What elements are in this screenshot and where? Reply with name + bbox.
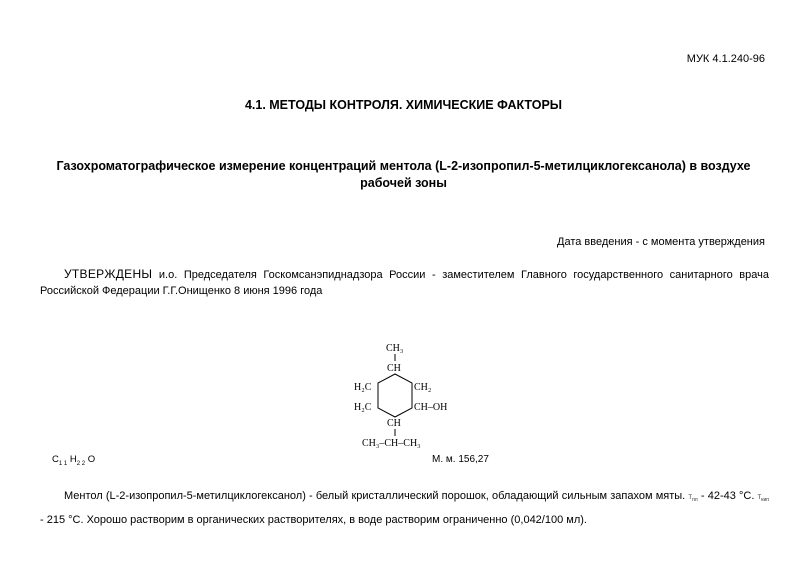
main-title: Газохроматографическое измерение концентраций ментола (L-2-изопропил-5-метилциклогексанола) в воздухе рабочей зоны — [56, 159, 751, 190]
approval-lead: УТВЕРЖДЕНЫ — [64, 267, 153, 281]
structure-left-upper: H₂C — [354, 382, 372, 393]
section-title: 4.1. МЕТОДЫ КОНТРОЛЯ. ХИМИЧЕСКИЕ ФАКТОРЫ — [244, 98, 563, 112]
structure-top-ch3: CH₃ — [386, 343, 404, 354]
approval-text: и.о. Председателя Госкомсанэпиднадзора России - заместителем Главного государственного санитарного врача Российской Федерации Г.Г.Онищенко 8 июня 1996 года — [40, 269, 769, 297]
melting-point-symbol: $Т_{пл}$ — [688, 495, 698, 504]
molar-mass: М. м. 156,27 — [432, 454, 489, 465]
description-part3: - 215 °С. Хорошо растворим в органических растворителях, в воде растворим ограниченно (0,042/100 мл). — [40, 514, 587, 527]
introduction-date: Дата введения - с момента утверждения — [557, 236, 765, 248]
boiling-point-symbol: $Т_{кип}$ — [757, 495, 769, 504]
structure-left-lower: H₂C — [354, 402, 372, 413]
approval-paragraph — [40, 266, 769, 299]
structure-ch-top: CH — [387, 363, 401, 374]
document-code: МУК 4.1.240-96 — [686, 53, 765, 65]
description-part1: Ментол (L-2-изопропил-5-метилциклогексанол) - белый кристаллический порошок, обладающий сильным запахом мяты. — [64, 490, 686, 502]
molecular-formula: $C_{1 1}$ $H_{2 2}$ O — [52, 454, 96, 467]
description-part2: - 42-43 °С. — [697, 490, 755, 502]
structure-bottom-chain: CH₃–CH–CH₃ — [362, 438, 421, 449]
structure-right-upper: CH₂ — [414, 382, 432, 393]
cyclohexane-ring — [378, 374, 412, 417]
structural-formula — [350, 338, 460, 454]
structure-right-lower: CH–OH — [414, 402, 448, 413]
description-paragraph — [40, 486, 769, 530]
structure-ch-bottom: CH — [387, 418, 401, 429]
